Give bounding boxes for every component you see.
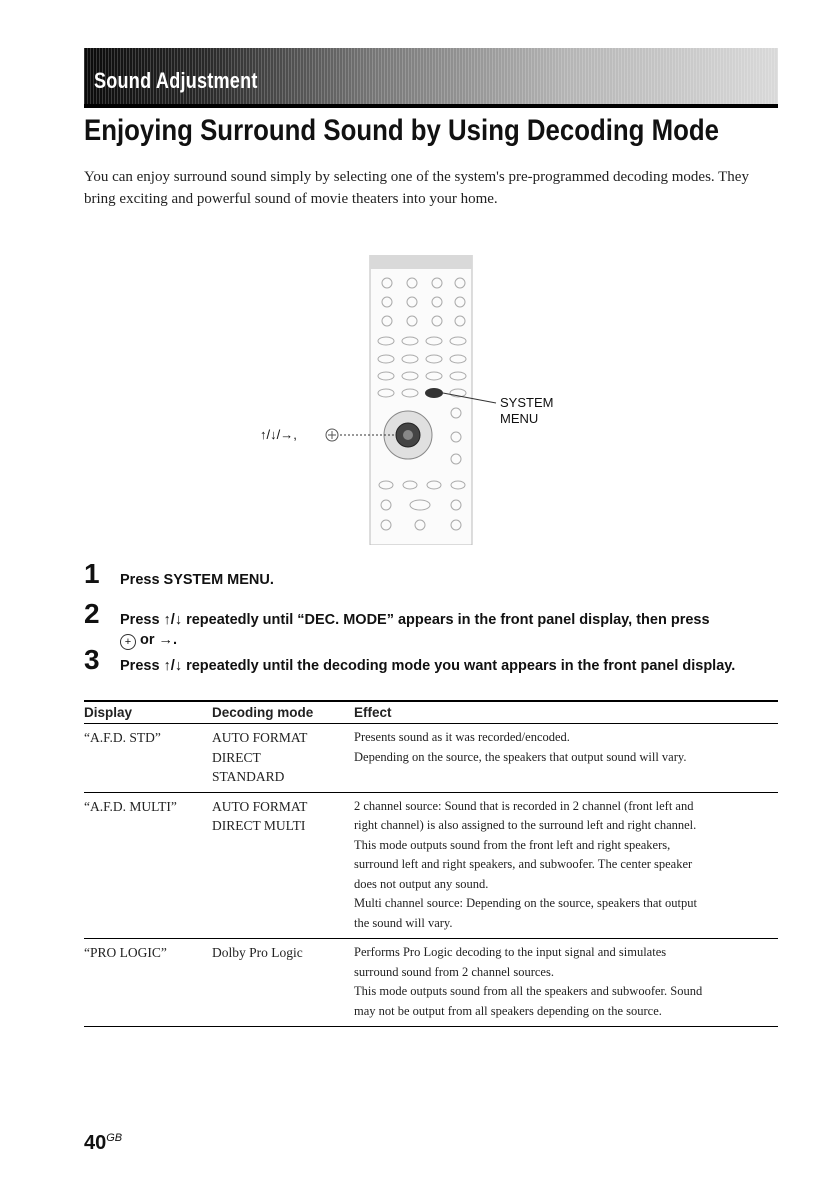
effect-line: Depending on the source, the speakers that output sound will vary. bbox=[354, 749, 687, 764]
effect-line: Performs Pro Logic decoding to the input signal and simulates bbox=[354, 945, 667, 959]
page-number bbox=[84, 1132, 122, 1155]
mode-item: DIRECT MULTI bbox=[212, 818, 306, 833]
effect-line: the sound will vary. bbox=[354, 915, 453, 930]
header-decoding-mode: Decoding mode bbox=[212, 701, 354, 724]
decoding-mode-cell bbox=[212, 792, 354, 939]
effect-line: does not output any sound. bbox=[354, 876, 489, 891]
effect-line: may not be output from all speakers depending on the source. bbox=[354, 1003, 662, 1018]
effect-cell bbox=[354, 724, 778, 793]
effect-line: surround sound from 2 channel sources. bbox=[354, 964, 554, 979]
mode-item: AUTO FORMAT bbox=[212, 798, 308, 814]
page-title: Enjoying Surround Sound by Using Decoding Mode bbox=[84, 114, 719, 147]
display-cell: “A.F.D. STD” bbox=[84, 724, 212, 793]
step-text: Press ↑/↓ repeatedly until the decoding mode you want appears in the front panel display. bbox=[120, 658, 736, 674]
banner-rule bbox=[84, 104, 778, 108]
step-3 bbox=[84, 644, 784, 676]
page-number-suffix: GB bbox=[106, 1132, 123, 1144]
step-1 bbox=[84, 558, 784, 590]
intro-paragraph: You can enjoy surround sound simply by selecting one of the system's pre-programmed decoding modes. They bring exciting and powerful sound of movie theaters into your home. bbox=[84, 169, 749, 207]
decoding-mode-cell bbox=[212, 939, 354, 1027]
table-row bbox=[84, 724, 778, 793]
section-label: Sound Adjustment bbox=[94, 68, 258, 93]
decoding-mode-cell bbox=[212, 724, 354, 793]
page-number-value: 40 bbox=[84, 1132, 107, 1154]
effect-line: surround left and right speakers, and subwoofer. The center speaker bbox=[354, 857, 693, 871]
effect-line: right channel) is also assigned to the surround left and right channel. bbox=[354, 818, 697, 832]
step-number: 1 bbox=[84, 558, 100, 589]
step-2 bbox=[84, 598, 784, 650]
decoding-mode-table bbox=[84, 700, 778, 1027]
system-menu-callout-line2: MENU bbox=[500, 411, 539, 426]
mode-item: Dolby Pro Logic bbox=[212, 945, 303, 960]
effect-line: Presents sound as it was recorded/encoded. bbox=[354, 730, 570, 744]
header-display: Display bbox=[84, 701, 212, 724]
effect-line: This mode outputs sound from the front left and right speakers, bbox=[354, 837, 671, 852]
effect-cell bbox=[354, 939, 778, 1027]
effect-line: This mode outputs sound from all the speakers and subwoofer. Sound bbox=[354, 984, 703, 998]
step-text-part-a: Press ↑/↓ repeatedly until “DEC. MODE” appears in the front panel display, then press bbox=[120, 612, 710, 628]
section-banner bbox=[84, 48, 778, 104]
mode-item: DIRECT bbox=[212, 749, 261, 765]
step-number: 2 bbox=[84, 598, 100, 629]
header-effect: Effect bbox=[354, 701, 778, 724]
table-header-row bbox=[84, 701, 778, 724]
step-text bbox=[120, 610, 784, 650]
display-cell: “PRO LOGIC” bbox=[84, 939, 212, 1027]
effect-line: 2 channel source: Sound that is recorded in 2 channel (front left and bbox=[354, 798, 694, 813]
effect-line: Multi channel source: Depending on the source, speakers that output bbox=[354, 896, 697, 910]
remote-control-figure bbox=[260, 255, 600, 545]
display-cell: “A.F.D. MULTI” bbox=[84, 792, 212, 939]
mode-item: AUTO FORMAT bbox=[212, 730, 308, 745]
mode-item: STANDARD bbox=[212, 769, 285, 784]
effect-cell bbox=[354, 792, 778, 939]
step-text: Press SYSTEM MENU. bbox=[120, 572, 274, 588]
system-menu-callout-line1: SYSTEM bbox=[500, 395, 554, 410]
arrow-keys-callout: ↑/↓/→, bbox=[260, 427, 297, 442]
table-row bbox=[84, 792, 778, 939]
table-row bbox=[84, 939, 778, 1027]
step-number: 3 bbox=[84, 644, 100, 675]
enter-button-icon: + bbox=[120, 634, 136, 650]
step-text-part-b: or →. bbox=[140, 632, 178, 648]
